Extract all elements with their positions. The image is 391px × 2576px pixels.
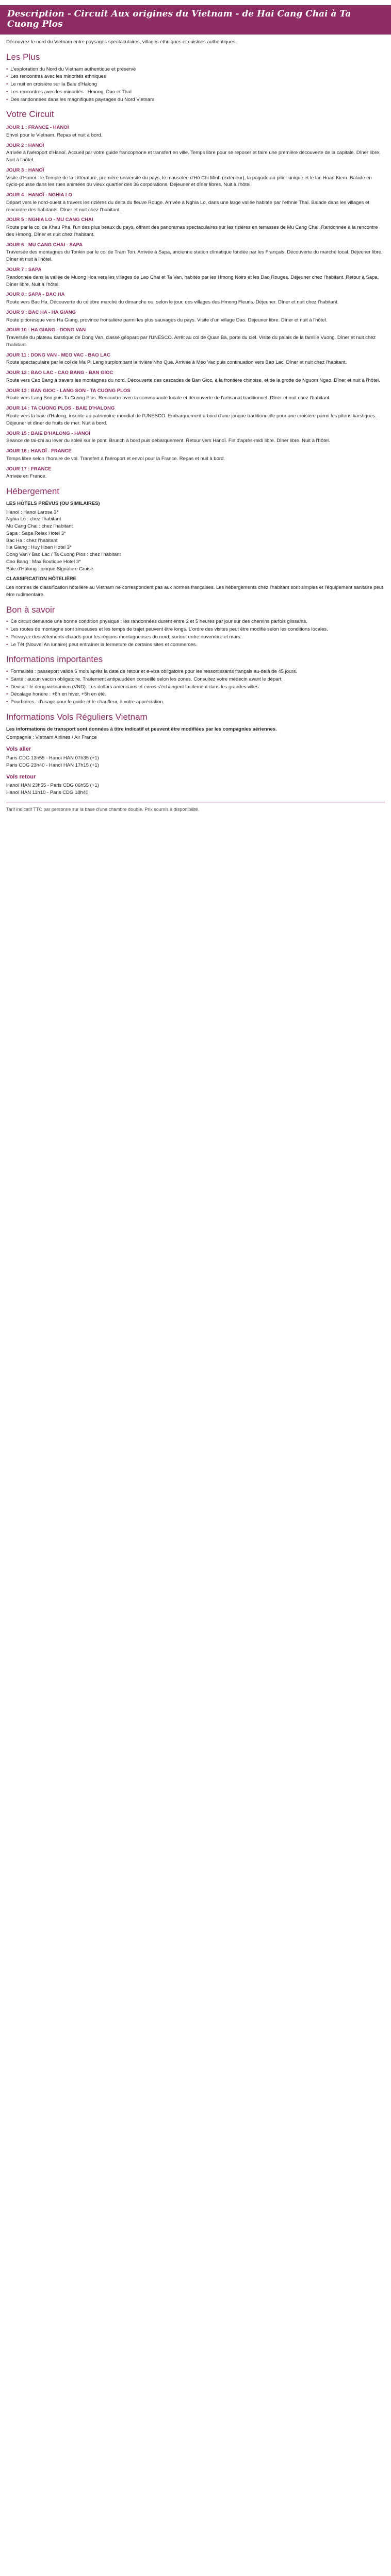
hotel-line: Sapa : Sapa Relax Hotel 3* [6, 530, 66, 536]
page-title: Description - Circuit Aux origines du Vietnam - de Hai Cang Chai à Ta Cuong Plos [7, 9, 351, 29]
footer-text: Tarif indicatif TTC par personne sur la base d'une chambre double. Prix soumis à disponibilité. [6, 807, 200, 812]
day-block [6, 216, 385, 238]
bon-a-savoir-item: • Prévoyez des vêtements chauds pour les régions montagneuses du nord, surtout entre novembre et mars. [6, 634, 385, 641]
info-item: • Pourboires : d'usage pour le guide et le chauffeur, à votre appréciation. [6, 699, 385, 706]
day-heading: JOUR 6 : MU CANG CHAI - SAPA [6, 242, 83, 248]
day-heading: JOUR 8 : SAPA - BAC HA [6, 292, 65, 298]
vols-company: Compagnie : Vietnam Airlines / Air France [6, 735, 97, 741]
day-text: Arrivée à l'aéroport d'Hanoï. Accueil par votre guide francophone et transfert en ville. Temps libre pour se reposer et faire une première découverte de la capitale. Dîner libre. Nuit à l'hôtel. [6, 150, 381, 163]
bon-a-savoir-item: • Le Têt (Nouvel An lunaire) peut entraîner la fermeture de certains sites et commerces. [6, 641, 385, 649]
day-text: Envol pour le Vietnam. Repas et nuit à bord. [6, 132, 103, 138]
plus-item: • L'exploration du Nord du Vietnam authentique et préservé [6, 66, 385, 73]
bon-a-savoir-item: • Les routes de montagne sont sinueuses et les temps de trajet peuvent être longs. L'ordre des visites peut être modifié selon les conditions locales. [6, 626, 385, 633]
day-text: Route pittoresque vers Ha Giang, province frontalière parmi les plus sauvages du pays. Visite d'un village Dao. Déjeuner libre. Dîner et nuit à l'hôtel. [6, 317, 328, 323]
day-text: Route vers Bac Ha. Découverte du célèbre marché du dimanche ou, selon le jour, des villages des Hmong Fleuris. Déjeuner. Dîner et nuit chez l'habitant. [6, 299, 339, 306]
day-text: Arrivée en France. [6, 473, 47, 480]
flight-line: Paris CDG 23h40 - Hanoï HAN 17h15 (+1) [6, 762, 99, 768]
bon-a-savoir-title: Bon à savoir [6, 604, 55, 615]
day-text: Traversée du plateau karstique de Dong Van, classé géoparc par l'UNESCO. Arrêt au col de Quan Ba, porte du ciel. Visite du palais de la famille Vuong. Dîner et nuit chez l'habitant. [6, 335, 376, 348]
vols-title: Informations Vols Réguliers Vietnam [6, 711, 148, 722]
bon-a-savoir-item: • Ce circuit demande une bonne condition physique : les randonnées durent entre 2 et 5 heures par jour sur des chemins parfois glissants. [6, 618, 385, 625]
plus-item: • Des randonnées dans les magnifiques paysages du Nord Vietnam [6, 96, 385, 104]
plus-item: • Le nuit en croisière sur la Baie d'Halong [6, 81, 385, 88]
day-block [6, 405, 385, 427]
content [0, 39, 391, 813]
day-heading: JOUR 13 : BAN GIOC - LANG SON - TA CUONG PLOS [6, 387, 131, 394]
day-text: Séance de tai-chi au lever du soleil sur le pont. Brunch à bord puis débarquement. Retour vers Hanoï. Fin d'après-midi libre. Dîner libre. Nuit à l'hôtel. [6, 438, 330, 444]
day-heading: JOUR 16 : HANOÏ - FRANCE [6, 448, 72, 454]
day-heading: JOUR 12 : BAO LAC - CAO BANG - BAN GIOC [6, 370, 113, 376]
vols-outbound-title: Vols aller [6, 746, 31, 753]
day-heading: JOUR 4 : HANOÏ - NGHIA LO [6, 192, 72, 198]
day-block [6, 466, 385, 481]
plus-item: • Les rencontres avec les minorités : Hmong, Dao et Thaï [6, 89, 385, 96]
day-block [6, 124, 385, 139]
page [0, 5, 391, 813]
info-item: • Décalage horaire : +6h en hiver, +5h en été. [6, 691, 385, 698]
day-text: Route vers Lang Son puis Ta Cuong Plos. Rencontre avec la communauté locale et découverte de l'artisanat traditionnel. Dîner et nuit chez l'habitant. [6, 395, 331, 401]
vols-intro: Les informations de transport sont données à titre indicatif et peuvent être modifiées par les compagnies aériennes. [6, 726, 277, 732]
day-text: Randonnée dans la vallée de Muong Hoa vers les villages de Lao Chai et Ta Van, habités par les Hmong Noirs et les Dao Rouges. Déjeuner chez l'habitant. Retour à Sapa. Dîner libre. Nuit à l'hôtel. [6, 274, 379, 287]
plus-title: Les Plus [6, 52, 40, 62]
hotel-line: Mu Cang Chai : chez l'habitant [6, 523, 73, 530]
intro-text: Découvrez le nord du Vietnam entre paysages spectaculaires, villages ethniques et cuisines authentiques. [6, 39, 237, 45]
day-block [6, 192, 385, 213]
day-block [6, 387, 385, 402]
day-text: Temps libre selon l'horaire de vol. Transfert à l'aéroport et envol pour la France. Repas et nuit à bord. [6, 455, 225, 462]
day-heading: JOUR 7 : SAPA [6, 266, 42, 273]
hebergement-subtitle: LES HÔTELS PRÉVUS (OU SIMILAIRES) [6, 500, 100, 506]
day-text: Départ vers le nord-ouest à travers les rizières du delta du fleuve Rouge. Arrivée à Nghia Lo, dans une large vallée habitée par l'ethnie Thaï. Balade dans les villages et rencontre des habitants. Dîner et nuit chez l'habitant. [6, 199, 369, 213]
day-block [6, 327, 385, 348]
title-banner [0, 5, 391, 35]
day-block [6, 242, 385, 263]
info-item: • Formalités : passeport valide 6 mois après la date de retour et e-visa obligatoire pour les ressortissants français au-delà de 45 jours. [6, 668, 385, 675]
day-block [6, 309, 385, 324]
hotel-line: Bac Ha : chez l'habitant [6, 537, 58, 544]
vols-return-title: Vols retour [6, 773, 36, 780]
day-block [6, 142, 385, 164]
day-heading: JOUR 9 : BAC HA - HA GIANG [6, 309, 76, 315]
hotel-line: Nghia Lo : chez l'habitant [6, 516, 61, 522]
info-item: • Devise : le dong vietnamien (VND). Les dollars américains et euros s'échangent facilement dans les grandes villes. [6, 684, 385, 691]
flight-line: Paris CDG 13h55 - Hanoï HAN 07h35 (+1) [6, 755, 99, 761]
day-block [6, 291, 385, 306]
day-heading: JOUR 2 : HANOÏ [6, 142, 44, 148]
day-text: Route spectaculaire par le col de Ma Pi Leng surplombant la rivière Nho Que. Arrivée à Meo Vac puis continuation vers Bao Lac. Dîner et nuit chez l'habitant. [6, 360, 347, 366]
day-heading: JOUR 5 : NGHIA LO - MU CANG CHAI [6, 217, 93, 223]
day-block [6, 448, 385, 463]
plus-list [6, 66, 385, 104]
day-block [6, 352, 385, 367]
day-block [6, 369, 385, 384]
day-block [6, 266, 385, 288]
day-heading: JOUR 15 : BAIE D'HALONG - HANOÏ [6, 430, 90, 436]
day-text: Traversée des montagnes du Tonkin par le col de Tram Ton. Arrivée à Sapa, ancienne station climatique fondée par les Français. Découverte du marché local. Déjeuner libre. Dîner et nuit à l'hôtel. [6, 249, 383, 263]
hotel-line: Dong Van / Bao Lac / Ta Cuong Plos : chez l'habitant [6, 552, 121, 558]
classification-text: Les normes de classification hôtelière au Vietnam ne correspondent pas aux normes françaises. Les hébergements chez l'habitant sont simples et l'équipement sanitaire peut être rudimentaire. [6, 585, 383, 598]
day-heading: JOUR 1 : FRANCE - HANOÏ [6, 124, 69, 130]
hotel-line: Baie d'Halong : jonque Signature Cruise [6, 566, 93, 572]
day-heading: JOUR 11 : DONG VAN - MEO VAC - BAO LAC [6, 352, 110, 358]
hotel-line: Hanoï : Hanoi Larosa 3* [6, 509, 59, 515]
footer [6, 803, 385, 813]
day-text: Route vers la baie d'Halong, inscrite au patrimoine mondial de l'UNESCO. Embarquement à bord d'une jonque traditionnelle pour une croisière parmi les pitons karstiques. Déjeuner et dîner de fruits de mer. Nuit à bord. [6, 413, 377, 426]
infos-title: Informations importantes [6, 654, 103, 665]
flight-line: Hanoï HAN 23h55 - Paris CDG 06h55 (+1) [6, 783, 99, 789]
day-block [6, 167, 385, 189]
day-text: Route par le col de Khau Pha, l'un des plus beaux du pays, offrant des panoramas spectaculaires sur les rizières en terrasses de Mu Cang Chai. Randonnée à la rencontre des Hmong. Dîner et nuit chez l'habitant. [6, 225, 378, 238]
programme-title: Votre Circuit [6, 109, 54, 120]
programme-days [6, 124, 385, 480]
day-block [6, 430, 385, 445]
day-heading: JOUR 17 : FRANCE [6, 466, 52, 472]
day-heading: JOUR 10 : HA GIANG - DONG VAN [6, 327, 86, 333]
hotel-line: Ha Giang : Huy Hoan Hotel 3* [6, 545, 72, 551]
classification-title: CLASSIFICATION HÔTELIÈRE [6, 576, 76, 582]
day-text: Route vers Cao Bang à travers les montagnes du nord. Découverte des cascades de Ban Gioc, à la frontière chinoise, et de la grotte de Nguom Ngao. Dîner et nuit à l'hôtel. [6, 377, 380, 383]
day-text: Visite d'Hanoï : le Temple de la Littérature, première université du pays, le mausolée d'Hô Chi Minh (extérieur), la pagode au pilier unique et le lac Hoan Kiem. Balade en cyclo-pousse dans les rues animées du vieux quartier des 36 corporations. Déjeuner et dîner libres. Nuit à l'hôtel. [6, 175, 372, 188]
hotel-line: Cao Bang : Max Boutique Hotel 3* [6, 558, 81, 565]
bon-a-savoir-list [6, 618, 385, 648]
infos-list [6, 668, 385, 706]
hebergement-title: Hébergement [6, 486, 60, 497]
flight-line: Hanoï HAN 11h10 - Paris CDG 18h40 [6, 790, 89, 796]
day-heading: JOUR 3 : HANOÏ [6, 167, 44, 173]
info-item: • Santé : aucun vaccin obligatoire. Traitement antipaludéen conseillé selon les zones. Consultez votre médecin avant le départ. [6, 676, 385, 683]
plus-item: • Les rencontres avec les minorités ethniques [6, 73, 385, 80]
day-heading: JOUR 14 : TA CUONG PLOS - BAIE D'HALONG [6, 405, 115, 412]
